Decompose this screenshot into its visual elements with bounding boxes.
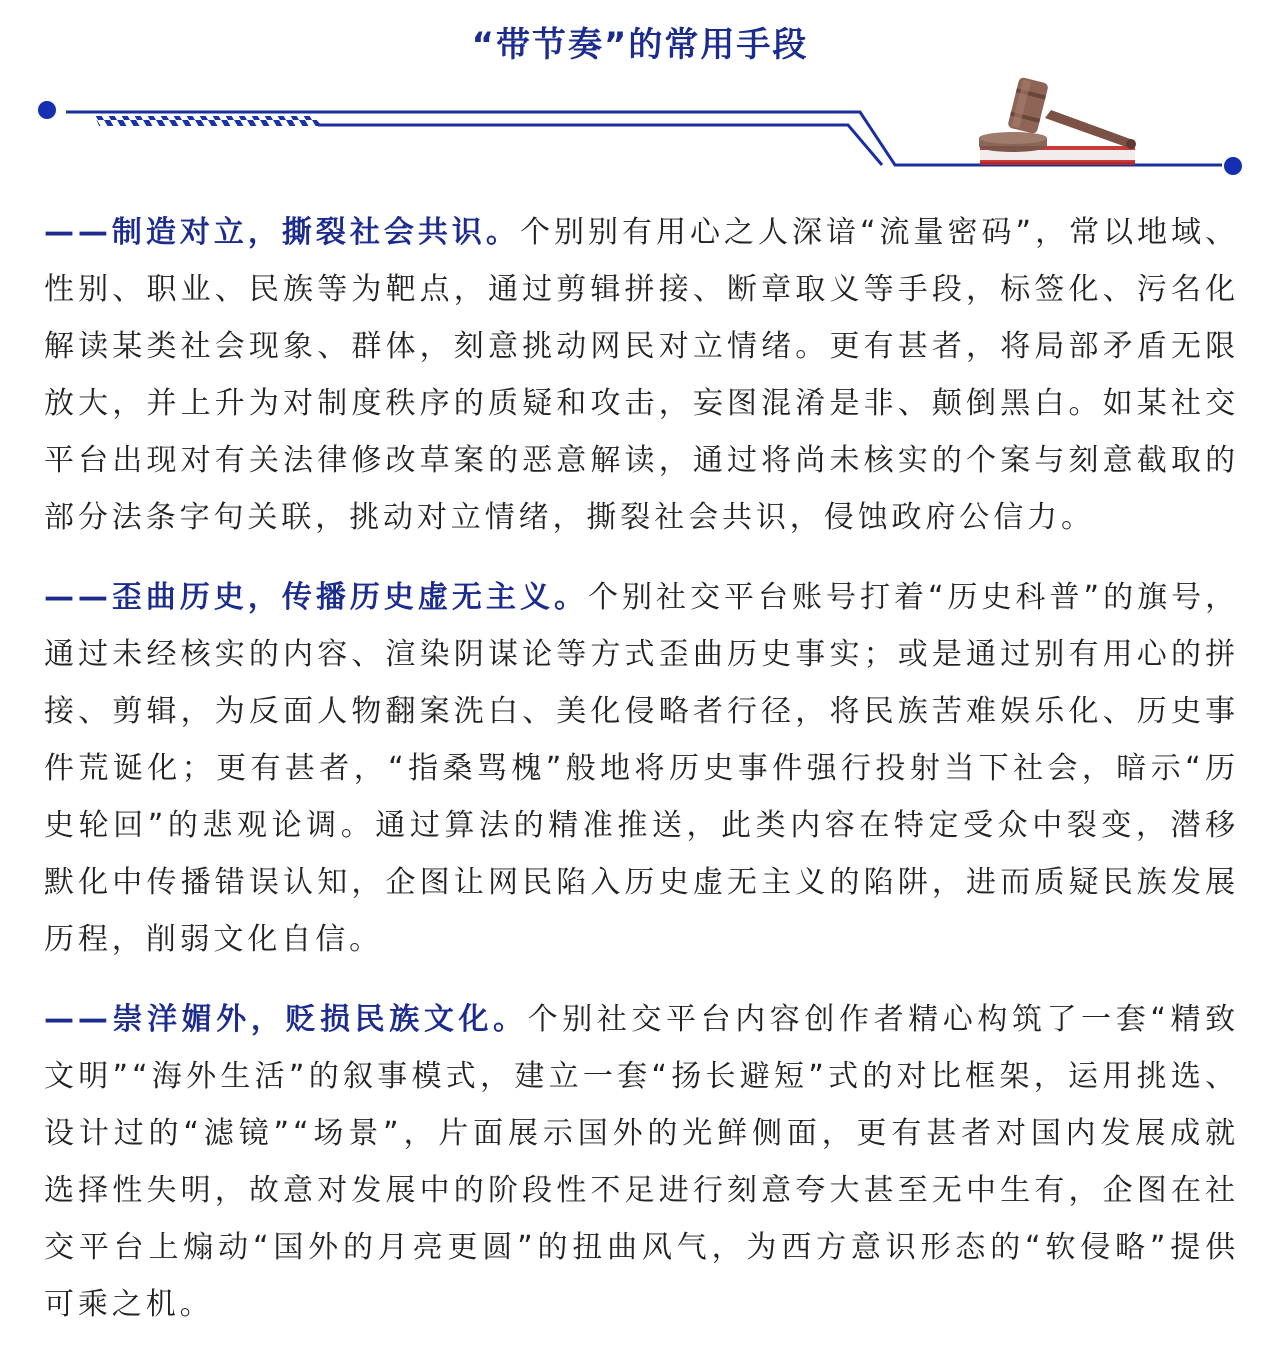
right-dot-icon: [1224, 157, 1242, 175]
section-text: 个别别有用心之人深谙“流量密码”，常以地域、性别、职业、民族等为靶点，通过剪辑拼接、断章取义等手段，标签化、污名化解读某类社会现象、群体，刻意挑动网民对立情绪。更有甚者，将局部矛盾无限放大，并上升为对制度秩序的质疑和攻击，妄图混淆是非、颠倒黑白。如某社交平台出现对有关法律修改草案的恶意解读，通过将尚未核实的个案与刻意截取的部分法条字句关联，挑动对立情绪，撕裂社会共识，侵蚀政府公信力。: [44, 215, 1239, 535]
section-heading: ——崇洋媚外，贬损民族文化。: [44, 1002, 528, 1037]
gavel-icon: [975, 76, 1140, 168]
page-title: “带节奏”的常用手段: [471, 25, 809, 65]
section-create-opposition: [44, 204, 1239, 546]
article-body: [44, 204, 1239, 1356]
section-distort-history: [44, 569, 1239, 968]
left-dot-icon: [38, 101, 56, 119]
section-heading: ——歪曲历史，传播历史虚无主义。: [44, 580, 588, 615]
section-heading: ——制造对立，撕裂社会共识。: [44, 215, 520, 250]
section-text: 个别社交平台内容创作者精心构筑了一套“精致文明”“海外生活”的叙事模式，建立一套“扬长避短”式的对比框架，运用挑选、设计过的“滤镜”“场景”，片面展示国外的光鲜侧面，更有甚者对国内发展成就选择性失明，故意对发展中的阶段性不足进行刻意夸大甚至无中生有，企图在社交平台上煽动“国外的月亮更圆”的扭曲风气，为西方意识形态的“软侵略”提供可乘之机。: [44, 1002, 1239, 1322]
section-worship-foreign: [44, 991, 1239, 1333]
section-text: 个别社交平台账号打着“历史科普”的旗号，通过未经核实的内容、渲染阴谋论等方式歪曲历史事实；或是通过别有用心的拼接、剪辑，为反面人物翻案洗白、美化侵略者行径，将民族苦难娱乐化、历史事件荒诞化；更有甚者，“指桑骂槐”般地将历史事件强行投射当下社会，暗示“历史轮回”的悲观论调。通过算法的精准推送，此类内容在特定受众中裂变，潜移默化中传播错误认知，企图让网民陷入历史虚无主义的陷阱，进而质疑民族发展历程，削弱文化自信。: [44, 580, 1239, 957]
